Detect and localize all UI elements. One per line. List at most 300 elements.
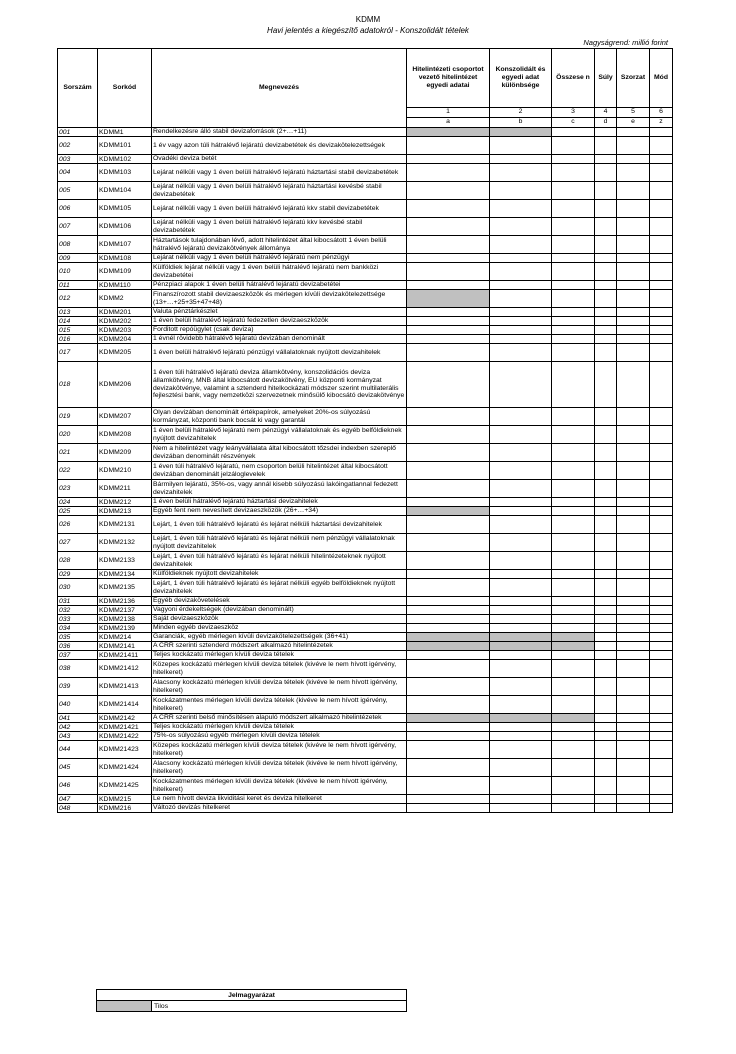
data-cell[interactable] <box>595 624 617 633</box>
data-cell[interactable] <box>617 606 650 615</box>
data-cell[interactable] <box>552 362 595 408</box>
data-cell[interactable] <box>650 606 673 615</box>
data-cell[interactable] <box>617 651 650 660</box>
data-cell[interactable] <box>595 344 617 362</box>
data-cell[interactable] <box>552 507 595 516</box>
table-row <box>58 795 673 804</box>
data-cell[interactable] <box>617 741 650 759</box>
data-cell[interactable] <box>650 254 673 263</box>
data-cell[interactable] <box>490 408 552 426</box>
data-cell[interactable] <box>552 651 595 660</box>
data-cell[interactable] <box>617 462 650 480</box>
data-cell[interactable] <box>595 642 617 651</box>
table-row <box>58 516 673 534</box>
data-cell[interactable] <box>552 254 595 263</box>
data-cell[interactable] <box>650 534 673 552</box>
data-cell[interactable] <box>650 326 673 335</box>
data-cell[interactable] <box>595 804 617 813</box>
row-description: Lejárat nélküli vagy 1 éven belüli hátralévő lejáratú kkv kevésbé stabil devizabetétek <box>152 218 407 236</box>
data-cell[interactable] <box>552 570 595 579</box>
data-cell[interactable] <box>650 281 673 290</box>
data-cell[interactable] <box>617 308 650 317</box>
data-cell[interactable] <box>617 281 650 290</box>
data-cell[interactable] <box>407 236 490 254</box>
data-cell[interactable] <box>650 317 673 326</box>
data-cell[interactable] <box>650 615 673 624</box>
data-cell[interactable] <box>490 200 552 218</box>
data-cell[interactable] <box>490 552 552 570</box>
data-cell[interactable] <box>617 579 650 597</box>
data-cell[interactable] <box>490 462 552 480</box>
row-code: KDMM210 <box>98 462 152 480</box>
data-cell[interactable] <box>490 615 552 624</box>
data-cell[interactable] <box>552 281 595 290</box>
data-cell[interactable] <box>490 444 552 462</box>
data-cell[interactable] <box>617 426 650 444</box>
data-cell[interactable] <box>595 444 617 462</box>
data-cell[interactable] <box>650 480 673 498</box>
data-cell[interactable] <box>617 480 650 498</box>
data-cell[interactable] <box>617 804 650 813</box>
data-cell[interactable] <box>552 606 595 615</box>
data-cell[interactable] <box>650 200 673 218</box>
col-letter: e <box>617 118 650 128</box>
data-cell[interactable] <box>595 200 617 218</box>
data-cell[interactable] <box>650 308 673 317</box>
data-cell[interactable] <box>490 651 552 660</box>
data-cell[interactable] <box>650 335 673 344</box>
data-cell[interactable] <box>552 723 595 732</box>
data-cell[interactable] <box>407 606 490 615</box>
data-cell[interactable] <box>490 263 552 281</box>
data-cell[interactable] <box>552 137 595 155</box>
data-cell[interactable] <box>552 236 595 254</box>
data-cell[interactable] <box>650 462 673 480</box>
data-cell[interactable] <box>552 308 595 317</box>
data-cell[interactable] <box>407 426 490 444</box>
data-cell[interactable] <box>552 444 595 462</box>
data-cell[interactable] <box>595 236 617 254</box>
data-cell[interactable] <box>552 290 595 308</box>
data-cell[interactable] <box>595 651 617 660</box>
data-cell[interactable] <box>595 164 617 182</box>
data-cell[interactable] <box>407 498 490 507</box>
data-cell[interactable] <box>490 362 552 408</box>
data-cell[interactable] <box>407 552 490 570</box>
data-cell[interactable] <box>650 624 673 633</box>
data-cell[interactable] <box>617 164 650 182</box>
data-cell[interactable] <box>650 263 673 281</box>
data-cell[interactable] <box>617 290 650 308</box>
data-cell[interactable] <box>552 795 595 804</box>
data-cell[interactable] <box>552 660 595 678</box>
data-cell[interactable] <box>650 714 673 723</box>
data-cell[interactable] <box>407 362 490 408</box>
data-cell[interactable] <box>595 759 617 777</box>
data-cell[interactable] <box>490 759 552 777</box>
data-cell[interactable] <box>650 362 673 408</box>
data-cell[interactable] <box>595 137 617 155</box>
data-cell[interactable] <box>595 741 617 759</box>
data-cell[interactable] <box>407 777 490 795</box>
data-cell[interactable] <box>650 444 673 462</box>
data-cell[interactable] <box>617 362 650 408</box>
data-cell[interactable] <box>552 732 595 741</box>
data-cell[interactable] <box>595 723 617 732</box>
data-cell[interactable] <box>552 615 595 624</box>
data-cell[interactable] <box>407 200 490 218</box>
data-cell[interactable] <box>650 137 673 155</box>
data-cell[interactable] <box>490 777 552 795</box>
data-cell[interactable] <box>595 516 617 534</box>
data-cell[interactable] <box>650 633 673 642</box>
data-cell[interactable] <box>490 218 552 236</box>
data-cell[interactable] <box>490 534 552 552</box>
data-cell[interactable] <box>407 624 490 633</box>
data-cell[interactable] <box>490 344 552 362</box>
data-cell[interactable] <box>490 155 552 164</box>
data-cell[interactable] <box>595 498 617 507</box>
data-cell[interactable] <box>617 552 650 570</box>
data-cell[interactable] <box>617 507 650 516</box>
data-cell[interactable] <box>552 534 595 552</box>
data-cell[interactable] <box>617 218 650 236</box>
data-cell[interactable] <box>617 534 650 552</box>
data-cell[interactable] <box>552 480 595 498</box>
data-cell[interactable] <box>617 633 650 642</box>
data-cell[interactable] <box>595 678 617 696</box>
data-cell[interactable] <box>490 326 552 335</box>
data-cell[interactable] <box>407 534 490 552</box>
row-number: 043 <box>58 732 98 741</box>
data-cell[interactable] <box>407 155 490 164</box>
row-number: 004 <box>58 164 98 182</box>
data-cell[interactable] <box>490 660 552 678</box>
data-cell[interactable] <box>407 570 490 579</box>
data-cell[interactable] <box>552 552 595 570</box>
data-cell[interactable] <box>490 498 552 507</box>
data-cell[interactable] <box>617 263 650 281</box>
data-cell[interactable] <box>617 182 650 200</box>
row-number: 047 <box>58 795 98 804</box>
data-cell[interactable] <box>490 597 552 606</box>
data-cell[interactable] <box>650 741 673 759</box>
row-number: 011 <box>58 281 98 290</box>
data-cell[interactable] <box>595 480 617 498</box>
data-cell[interactable] <box>617 777 650 795</box>
data-cell[interactable] <box>490 164 552 182</box>
row-code: KDMM205 <box>98 344 152 362</box>
data-cell[interactable] <box>617 200 650 218</box>
table-row <box>58 498 673 507</box>
data-cell[interactable] <box>490 579 552 597</box>
data-cell[interactable] <box>595 507 617 516</box>
data-cell[interactable] <box>650 236 673 254</box>
data-cell[interactable] <box>595 732 617 741</box>
data-cell[interactable] <box>490 795 552 804</box>
data-cell[interactable] <box>617 660 650 678</box>
data-cell[interactable] <box>552 326 595 335</box>
data-cell[interactable] <box>617 516 650 534</box>
data-cell[interactable] <box>552 408 595 426</box>
data-cell[interactable] <box>650 516 673 534</box>
data-cell[interactable] <box>650 723 673 732</box>
data-cell[interactable] <box>595 552 617 570</box>
data-cell[interactable] <box>490 281 552 290</box>
data-cell[interactable] <box>407 759 490 777</box>
data-cell[interactable] <box>552 516 595 534</box>
data-cell[interactable] <box>617 498 650 507</box>
data-cell[interactable] <box>490 804 552 813</box>
data-cell[interactable] <box>650 128 673 137</box>
data-cell[interactable] <box>490 236 552 254</box>
data-cell[interactable] <box>650 570 673 579</box>
data-cell[interactable] <box>595 606 617 615</box>
data-cell[interactable] <box>595 317 617 326</box>
data-cell[interactable] <box>552 597 595 606</box>
data-cell[interactable] <box>617 444 650 462</box>
data-cell[interactable] <box>617 344 650 362</box>
data-cell[interactable] <box>617 128 650 137</box>
data-cell[interactable] <box>490 335 552 344</box>
data-cell[interactable] <box>595 281 617 290</box>
data-cell[interactable] <box>650 408 673 426</box>
row-description: Változó devizás hitelkeret <box>152 804 407 813</box>
data-cell[interactable] <box>650 426 673 444</box>
row-number: 010 <box>58 263 98 281</box>
data-cell[interactable] <box>650 804 673 813</box>
data-cell[interactable] <box>407 462 490 480</box>
data-cell[interactable] <box>552 218 595 236</box>
data-cell[interactable] <box>650 182 673 200</box>
data-cell[interactable] <box>595 597 617 606</box>
data-cell[interactable] <box>490 507 552 516</box>
data-cell[interactable] <box>490 678 552 696</box>
data-cell[interactable] <box>650 164 673 182</box>
data-cell[interactable] <box>552 182 595 200</box>
data-cell[interactable] <box>407 480 490 498</box>
data-cell[interactable] <box>595 714 617 723</box>
data-cell[interactable] <box>595 615 617 624</box>
data-cell[interactable] <box>595 570 617 579</box>
data-cell[interactable] <box>407 696 490 714</box>
data-cell[interactable] <box>650 696 673 714</box>
data-cell[interactable] <box>490 254 552 263</box>
data-cell[interactable] <box>407 651 490 660</box>
data-cell[interactable] <box>595 462 617 480</box>
data-cell[interactable] <box>595 308 617 317</box>
data-cell[interactable] <box>595 696 617 714</box>
data-cell[interactable] <box>407 741 490 759</box>
data-cell[interactable] <box>552 759 595 777</box>
data-cell[interactable] <box>650 290 673 308</box>
table-row <box>58 344 673 362</box>
data-cell[interactable] <box>490 182 552 200</box>
data-cell[interactable] <box>617 678 650 696</box>
data-cell[interactable] <box>407 164 490 182</box>
col-number: 4 <box>595 108 617 118</box>
table-row <box>58 128 673 137</box>
data-cell[interactable] <box>552 579 595 597</box>
data-cell[interactable] <box>595 426 617 444</box>
data-cell[interactable] <box>490 606 552 615</box>
data-cell[interactable] <box>407 335 490 344</box>
data-cell[interactable] <box>407 597 490 606</box>
data-cell[interactable] <box>595 254 617 263</box>
data-cell[interactable] <box>595 633 617 642</box>
data-cell[interactable] <box>617 624 650 633</box>
data-cell[interactable] <box>595 534 617 552</box>
data-cell[interactable] <box>650 597 673 606</box>
data-cell[interactable] <box>595 579 617 597</box>
data-cell[interactable] <box>617 326 650 335</box>
data-cell[interactable] <box>552 426 595 444</box>
data-cell[interactable] <box>552 804 595 813</box>
data-cell[interactable] <box>617 642 650 651</box>
data-cell[interactable] <box>407 182 490 200</box>
data-cell[interactable] <box>595 335 617 344</box>
data-cell[interactable] <box>617 236 650 254</box>
data-cell[interactable] <box>490 741 552 759</box>
data-cell[interactable] <box>490 516 552 534</box>
data-cell[interactable] <box>407 804 490 813</box>
data-cell[interactable] <box>650 732 673 741</box>
data-cell[interactable] <box>617 335 650 344</box>
row-number: 042 <box>58 723 98 732</box>
data-cell[interactable] <box>650 498 673 507</box>
data-cell[interactable] <box>552 263 595 281</box>
data-cell[interactable] <box>650 759 673 777</box>
data-cell[interactable] <box>650 507 673 516</box>
col-number: 5 <box>617 108 650 118</box>
data-cell[interactable] <box>407 326 490 335</box>
data-cell[interactable] <box>552 498 595 507</box>
data-cell[interactable] <box>407 281 490 290</box>
row-description: Lejárt, 1 éven túli hátralévő lejáratú és lejárat nélküli nem pénzügyi vállalatoknak nyújtott devizahitelek <box>152 534 407 552</box>
data-cell[interactable] <box>617 759 650 777</box>
data-cell[interactable] <box>490 317 552 326</box>
data-cell[interactable] <box>617 714 650 723</box>
data-cell[interactable] <box>407 408 490 426</box>
data-cell[interactable] <box>595 128 617 137</box>
data-cell[interactable] <box>490 290 552 308</box>
data-cell[interactable] <box>617 408 650 426</box>
data-cell[interactable] <box>407 732 490 741</box>
data-cell[interactable] <box>650 660 673 678</box>
data-cell[interactable] <box>595 182 617 200</box>
data-cell[interactable] <box>490 426 552 444</box>
data-cell[interactable] <box>595 326 617 335</box>
col-header-5: Szorzat <box>617 49 650 108</box>
data-cell[interactable] <box>407 615 490 624</box>
data-cell[interactable] <box>650 344 673 362</box>
data-cell[interactable] <box>650 777 673 795</box>
data-cell[interactable] <box>650 218 673 236</box>
data-cell[interactable] <box>617 615 650 624</box>
row-code: KDMM104 <box>98 182 152 200</box>
data-cell[interactable] <box>617 137 650 155</box>
data-cell[interactable] <box>407 660 490 678</box>
data-cell[interactable] <box>407 723 490 732</box>
data-cell[interactable] <box>595 795 617 804</box>
data-cell[interactable] <box>552 128 595 137</box>
row-description: Egyéb fent nem nevesített devizaeszközök (26+…+34) <box>152 507 407 516</box>
data-cell[interactable] <box>490 624 552 633</box>
data-cell[interactable] <box>552 317 595 326</box>
data-cell[interactable] <box>650 642 673 651</box>
data-cell[interactable] <box>552 678 595 696</box>
data-cell[interactable] <box>650 579 673 597</box>
data-cell[interactable] <box>595 660 617 678</box>
data-cell[interactable] <box>650 651 673 660</box>
data-cell[interactable] <box>552 777 595 795</box>
data-cell[interactable] <box>595 155 617 164</box>
data-cell[interactable] <box>650 795 673 804</box>
data-cell[interactable] <box>490 480 552 498</box>
data-cell[interactable] <box>617 723 650 732</box>
data-cell[interactable] <box>407 317 490 326</box>
data-cell[interactable] <box>617 570 650 579</box>
data-cell[interactable] <box>407 795 490 804</box>
data-cell[interactable] <box>407 218 490 236</box>
data-cell[interactable] <box>407 678 490 696</box>
data-cell[interactable] <box>617 795 650 804</box>
data-cell[interactable] <box>552 164 595 182</box>
data-cell[interactable] <box>552 200 595 218</box>
data-cell[interactable] <box>490 723 552 732</box>
data-cell[interactable] <box>650 155 673 164</box>
data-cell[interactable] <box>552 696 595 714</box>
data-cell[interactable] <box>552 462 595 480</box>
data-cell[interactable] <box>407 579 490 597</box>
data-cell[interactable] <box>490 696 552 714</box>
data-cell[interactable] <box>595 408 617 426</box>
row-code: KDMM2131 <box>98 516 152 534</box>
data-cell[interactable] <box>407 444 490 462</box>
data-cell[interactable] <box>552 335 595 344</box>
row-code: KDMM21412 <box>98 660 152 678</box>
data-cell[interactable] <box>407 308 490 317</box>
data-cell[interactable] <box>617 254 650 263</box>
data-cell[interactable] <box>595 263 617 281</box>
data-cell[interactable] <box>490 137 552 155</box>
data-cell[interactable] <box>617 155 650 164</box>
data-cell[interactable] <box>595 218 617 236</box>
data-cell[interactable] <box>650 678 673 696</box>
data-cell[interactable] <box>617 696 650 714</box>
data-cell[interactable] <box>407 516 490 534</box>
data-cell[interactable] <box>407 344 490 362</box>
data-cell[interactable] <box>650 552 673 570</box>
data-cell[interactable] <box>552 155 595 164</box>
data-cell[interactable] <box>617 317 650 326</box>
data-cell[interactable] <box>552 624 595 633</box>
data-cell[interactable] <box>490 732 552 741</box>
data-cell[interactable] <box>595 290 617 308</box>
data-cell[interactable] <box>617 732 650 741</box>
data-cell[interactable] <box>407 254 490 263</box>
data-cell[interactable] <box>407 137 490 155</box>
data-cell[interactable] <box>552 344 595 362</box>
data-cell[interactable] <box>490 570 552 579</box>
data-cell[interactable] <box>595 362 617 408</box>
data-cell[interactable] <box>595 777 617 795</box>
data-cell[interactable] <box>407 263 490 281</box>
data-cell[interactable] <box>617 597 650 606</box>
data-cell[interactable] <box>552 741 595 759</box>
data-cell[interactable] <box>490 308 552 317</box>
row-description: Le nem hívott deviza likviditási keret és deviza hitelkeret <box>152 795 407 804</box>
